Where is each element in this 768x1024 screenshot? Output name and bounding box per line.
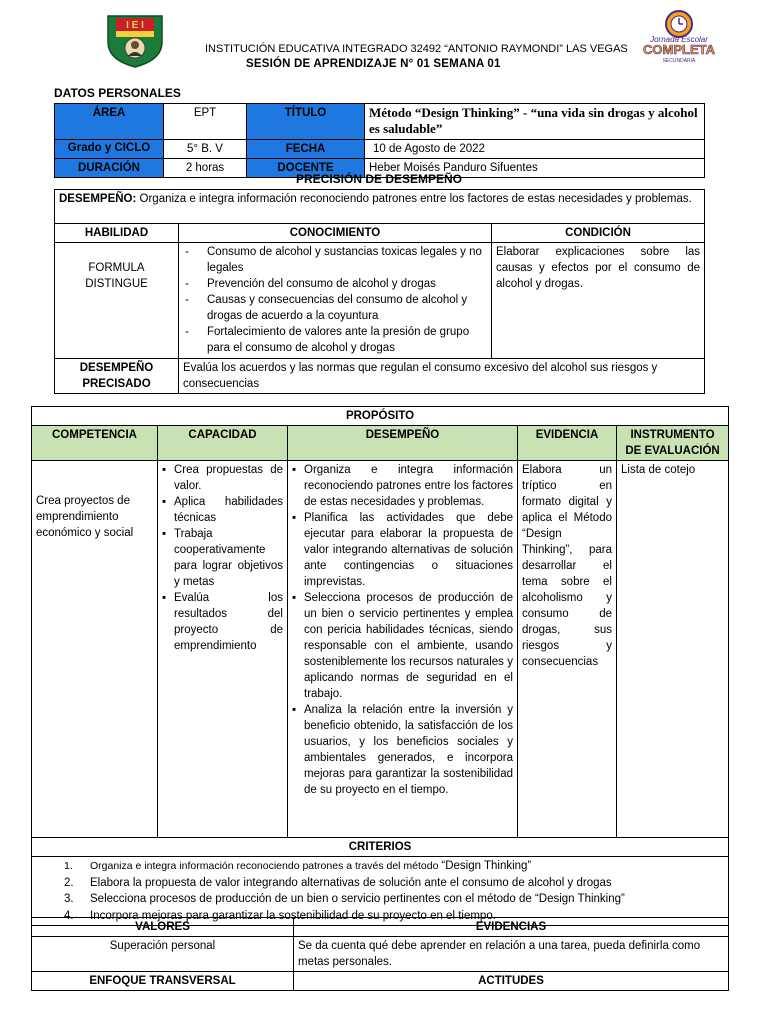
logo-text: I E I	[126, 20, 144, 31]
col-condicion: CONDICIÓN	[492, 224, 705, 243]
criterio-text: Elabora la propuesta de valor integrando alternativas de solución ante el consumo de alcohol y drogas	[90, 876, 612, 889]
conocimiento-item: - Prevención del consumo de alcohol y drogas	[183, 276, 487, 292]
col-conocimiento: CONOCIMIENTO	[179, 224, 492, 243]
criterio-text: Organiza e integra información reconociendo patrones a través del método	[90, 860, 442, 872]
desempeno-item: ▪ Planifica las actividades que debe ejecutar para elaborar la propuesta de valor integrando alternativas de solución ante contingencias o situaciones imprevistas.	[292, 510, 513, 590]
fecha-value: 10 de Agosto de 2022	[365, 140, 705, 159]
capacidad-item: ▪ Crea propuestas de valor.	[162, 462, 283, 494]
fecha-label: FECHA	[247, 140, 365, 159]
col-actitudes: ACTITUDES	[294, 972, 729, 991]
capacidad-item: ▪ Evalúa los resultados del proyecto de emprendimiento	[162, 590, 283, 654]
criterio-num: 4.	[64, 909, 74, 922]
criterio-num: 3.	[64, 893, 74, 905]
desempeno-text: Organiza e integra información reconociendo patrones entre los factores de estas necesidades y problemas.	[136, 193, 692, 205]
datos-table	[54, 103, 705, 178]
grado-label: Grado y CICLO	[55, 140, 164, 159]
criterio-item	[62, 858, 724, 875]
criterios-title: CRITERIOS	[32, 838, 729, 857]
condicion-cell: Elaborar explicaciones sobre las causas y efectos por el consumo de alcohol y drogas.	[492, 243, 705, 359]
precision-title: PRECISIÓN DE DESEMPEÑO	[295, 172, 463, 186]
valores-table	[31, 917, 729, 991]
col-competencia: COMPETENCIA	[32, 426, 158, 461]
logo-line3: SECUNDARIA	[662, 58, 696, 64]
school-shield-logo	[104, 12, 166, 68]
logo-line2: COMPLETA	[643, 42, 715, 57]
criterio-text: Incorpora mejoras para garantizar la sostenibilidad de su proyecto en el tiempo.	[90, 909, 496, 922]
session-title: SESIÓN DE APRENDIZAJE N° 01 SEMANA 01	[246, 58, 501, 70]
evidencia-cell: Elabora un tríptico en formato digital y aplica el Método “Design Thinking”, para desarrollar el tema sobre el alcoholismo y consumo de drogas, sus riesgos y consecuencias	[518, 461, 617, 838]
evidencia-valor-cell: Se da cuenta qué debe aprender en relación a una tarea, pueda definirla como metas personales.	[294, 937, 729, 972]
desempeno-label: DESEMPEÑO:	[59, 193, 137, 205]
titulo-value: Método “Design Thinking” - “una vida sin drogas y alcohol es saludable”	[365, 104, 705, 140]
criterio-item	[62, 891, 724, 908]
col-evidencia: EVIDENCIA	[518, 426, 617, 461]
col-evidencias: EVIDENCIAS	[294, 918, 729, 937]
logo-line1: Jornada Escolar	[650, 35, 708, 44]
criterio-num: 1.	[64, 860, 73, 872]
titulo-label: TÍTULO	[247, 104, 365, 140]
col-desempeno: DESEMPEÑO	[288, 426, 518, 461]
col-instrumento: INSTRUMENTO DE EVALUACIÓN	[617, 426, 729, 461]
docente-value: Heber Moisés Panduro Sifuentes	[365, 159, 705, 178]
desempeno-item: ▪ Selecciona procesos de producción de un bien o servicio pertinentes y emplea con pericia habilidades técnicas, siendo responsable con el ambiente, usando sosteniblemente los recursos naturales y aplicando normas de seguridad en el trabajo.	[292, 590, 513, 702]
instrumento-cell: Lista de cotejo	[617, 461, 729, 838]
capacidad-item: ▪ Aplica habilidades técnicas	[162, 494, 283, 526]
institution-name: INSTITUCIÓN EDUCATIVA INTEGRADO 32492 “ANTONIO RAYMONDI” LAS VEGAS	[205, 43, 628, 55]
desempeno-row	[55, 190, 705, 224]
col-enfoque: ENFOQUE TRANSVERSAL	[32, 972, 294, 991]
precisado-label: DESEMPEÑO PRECISADO	[55, 359, 179, 394]
conocimiento-item: - Causas y consecuencias del consumo de alcohol y drogas de acuerdo a la coyuntura	[183, 292, 487, 324]
grado-value: 5° B. V	[164, 140, 247, 159]
criterio-text: Selecciona procesos de producción de un bien o servicio pertinentes con el método de “Design Thinking”	[90, 893, 625, 905]
habilidad-cell	[55, 243, 179, 359]
desempeno-cell	[288, 461, 518, 838]
habilidad-distingue: DISTINGUE	[85, 278, 148, 290]
criterios-cell	[32, 857, 729, 926]
capacidad-cell	[158, 461, 288, 838]
conocimiento-item: - Consumo de alcohol y sustancias toxicas legales y no legales	[183, 244, 487, 276]
col-capacidad: CAPACIDAD	[158, 426, 288, 461]
duracion-label: DURACIÓN	[55, 159, 164, 178]
proposito-table	[31, 406, 729, 926]
desempeno-item: ▪ Organiza e integra información reconociendo patrones entre los factores de estas necesidades y problemas.	[292, 462, 513, 510]
proposito-title: PROPÓSITO	[32, 407, 729, 426]
col-valores: VALORES	[32, 918, 294, 937]
col-habilidad: HABILIDAD	[55, 224, 179, 243]
capacidad-item: ▪ Trabaja cooperativamente para lograr objetivos y metas	[162, 526, 283, 590]
jornada-escolar-completa-logo	[640, 8, 718, 66]
criterio-extra: “Design Thinking”	[441, 860, 532, 872]
criterio-item	[62, 875, 724, 892]
area-value: EPT	[164, 104, 247, 140]
duracion-value: 2 horas	[164, 159, 247, 178]
valor-cell: Superación personal	[32, 937, 294, 972]
precision-table	[54, 189, 705, 394]
habilidad-formula: FORMULA	[88, 262, 145, 274]
area-label: ÁREA	[55, 104, 164, 140]
criterio-num: 2.	[64, 876, 74, 889]
precisado-text: Evalúa los acuerdos y las normas que regulan el consumo excesivo del alcohol sus riesgos y consecuencias	[179, 359, 705, 394]
docente-label: DOCENTE	[247, 159, 365, 178]
competencia-cell: Crea proyectos de emprendimiento económico y social	[32, 461, 158, 838]
desempeno-item: ▪ Analiza la relación entre la inversión y beneficio obtenido, la satisfacción de los usuarios, y los beneficios sociales y ambientales generados, e incorpora mejoras para garantizar la sostenibilidad de su proyecto en el tiempo.	[292, 702, 513, 798]
conocimiento-cell	[179, 243, 492, 359]
datos-personales-heading: DATOS PERSONALES	[54, 86, 181, 100]
conocimiento-item: - Fortalecimiento de valores ante la presión de grupo para el consumo de alcohol y drogas	[183, 324, 487, 356]
